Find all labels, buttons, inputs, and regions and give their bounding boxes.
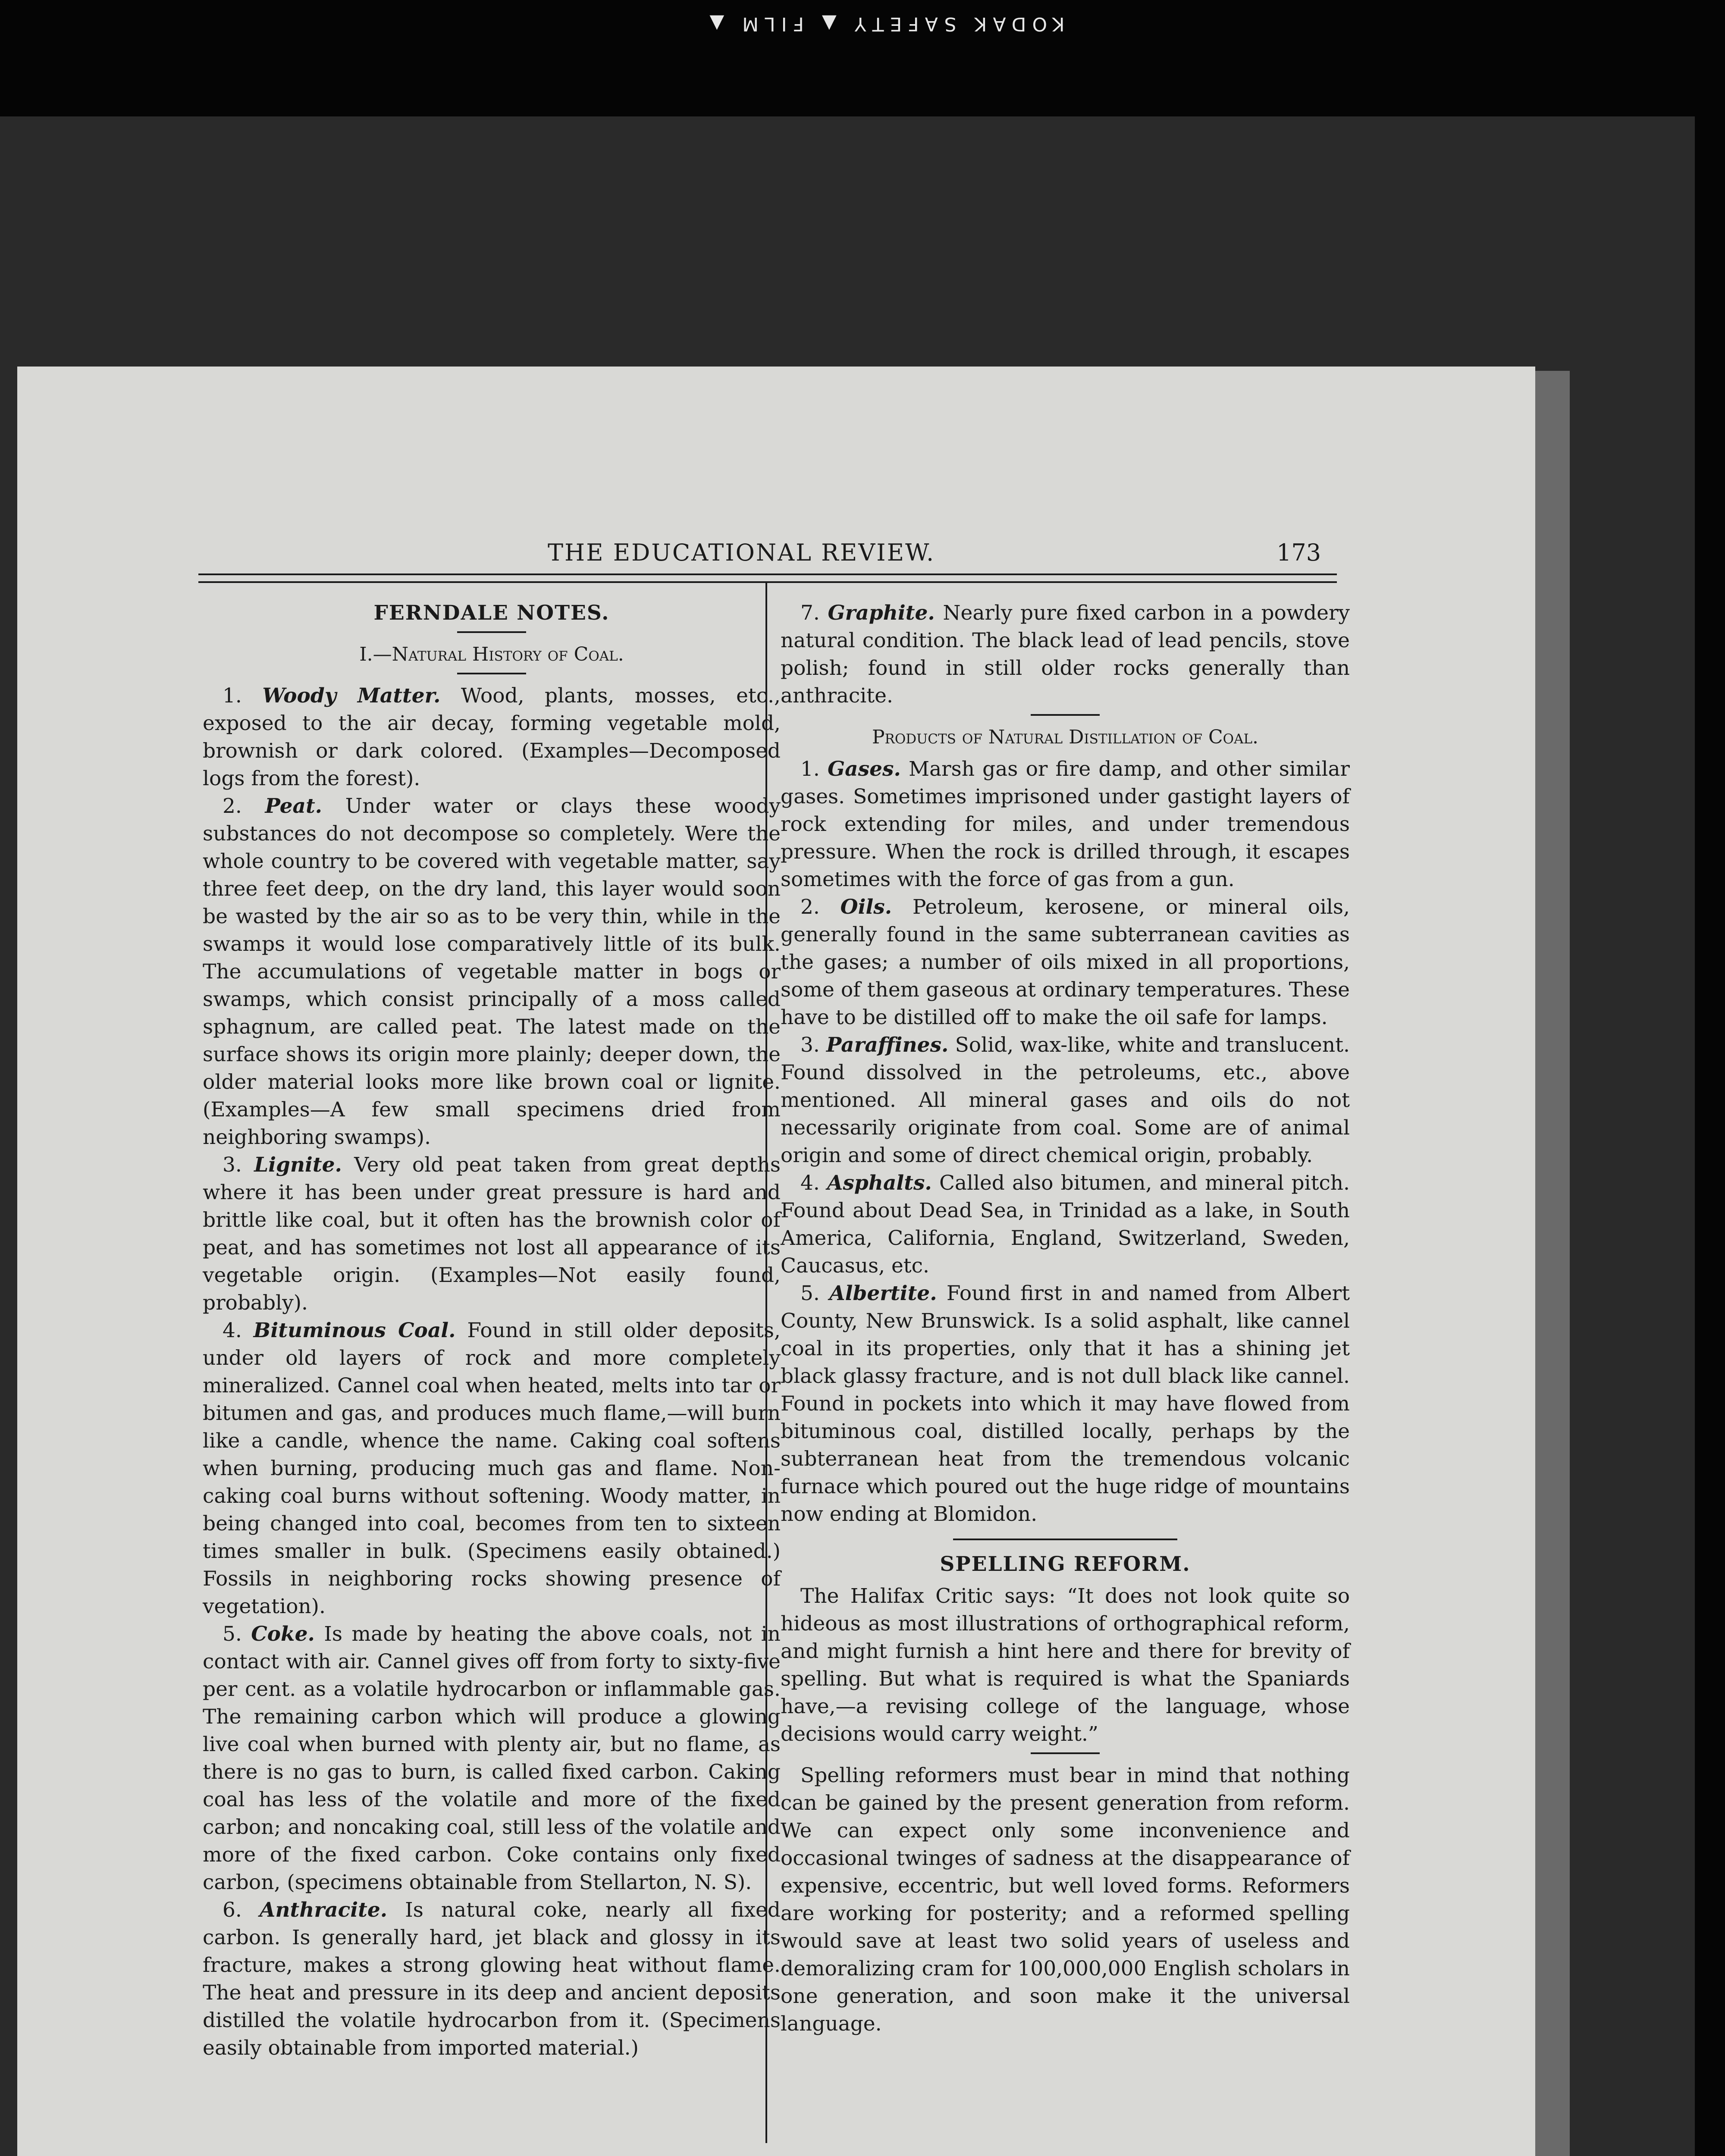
item-number: 6. [223, 1898, 242, 1922]
item-term: Anthracite. [259, 1898, 388, 1922]
list-item [781, 1280, 1350, 1528]
page-header-title: THE EDUCATIONAL REVIEW. [548, 539, 935, 566]
item-number: 4. [223, 1319, 242, 1342]
right-column [781, 599, 1350, 2038]
item-number: 2. [223, 794, 242, 818]
film-edge-marking: KODAK SAFETY ▲ FILM ▲ [703, 13, 1065, 35]
list-item [203, 1896, 781, 2062]
item-text: Petroleum, kerosene, or mineral oils, generally found in the same subterranean cavities as the gases; a number of oils mixed in all proportions, some of them gaseous at ordinary temperatures. These have to be distilled off to make the oil safe for lamps. [781, 895, 1350, 1029]
item-term: Albertite. [829, 1282, 937, 1305]
item-number: 1. [223, 684, 242, 708]
item-term: Bituminous Coal. [253, 1319, 456, 1342]
item-term: Graphite. [828, 601, 935, 625]
list-item [203, 1317, 781, 1620]
list-item [781, 755, 1350, 893]
spelling-heading: SPELLING REFORM. [940, 1552, 1191, 1576]
item-text: Is natural coke, nearly all fixed carbon. Is generally hard, jet black and glossy in its fracture, makes a strong glowing heat without flame. The heat and pressure in its deep and ancient deposits distilled the volatile hydrocarbon from it. (Specimens easily obtainable from imported material.) [203, 1898, 781, 2060]
item-term: Asphalts. [827, 1171, 932, 1195]
list-item [203, 1151, 781, 1317]
item-text: Very old peat taken from great depths where it has been under great pressure is hard and brittle like coal, but it often has the brownish color of peat, and has sometimes not lost all appearance of its vegetable origin. (Examples—Not easily found, probably). [203, 1153, 781, 1315]
item-term: Gases. [828, 757, 901, 781]
spelling-paragraph: The Halifax Critic says: “It does not look quite so hideous as most illustrations of orthographical reform, and might furnish a hint here and there for brevity of spelling. But what is required is what the Spaniards have,—a revising college of the language, whose decisions would carry weight.” [781, 1584, 1350, 1746]
item-text: Marsh gas or fire damp, and other similar gases. Sometimes imprisoned under gastight layers of rock extending for miles, and under tremendous pressure. When the rock is drilled through, it escapes sometimes with the force of gas from a gun. [781, 757, 1350, 891]
item-term: Oils. [840, 895, 892, 919]
item-term: Paraffines. [826, 1033, 949, 1057]
section-rule [1031, 714, 1100, 716]
item-text: Called also bitumen, and mineral pitch. Found about Dead Sea, in Trinidad as a lake, in South America, California, England, Switzerland, Sweden, Caucasus, etc. [781, 1171, 1350, 1278]
document-page [17, 367, 1535, 2156]
item-text: Found first in and named from Albert County, New Brunswick. Is a solid asphalt, like cannel coal in its properties, only that it has a shining jet black glassy fracture, and is not dull black like cannel. Found in pockets into which it may have flowed from bituminous coal, distilled locally, perhaps by the subterranean heat from the tremendous volcanic furnace which poured out the huge ridge of mountains now ending at Blomidon. [781, 1282, 1350, 1526]
heading-rule [457, 631, 526, 633]
item-text: Found in still older deposits, under old layers of rock and more completely mineralized. Cannel coal when heated, melts into tar or bitumen and gas, and produces much flame,—will burn like a candle, whence the name. Caking coal softens when burning, producing much gas and flame. Non-caking coal burns without softening. Woody matter, in being changed into coal, becomes from ten to sixteen times smaller in bulk. (Specimens easily obtained.) Fossils in neighboring rocks showing presence of vegetation). [203, 1319, 781, 1618]
section-rule [953, 1539, 1177, 1540]
item-term: Woody Matter. [262, 684, 441, 708]
item-number: 4. [800, 1171, 820, 1195]
item-text: Is made by heating the above coals, not in contact with air. Cannel gives off from forty to sixty-five per cent. as a volatile hydrocarbon or inflammable gas. The remaining carbon which will produce a glowing live coal when burned with plenty air, but no flame, as there is no gas to burn, is called fixed carbon. Caking coal has less of the volatile and more of the fixed carbon; and noncaking coal, still less of the volatile and more of the fixed carbon. Coke contains only fixed carbon, (specimens obtainable from Stellarton, N. S). [203, 1622, 781, 1894]
item-number: 3. [223, 1153, 242, 1177]
item-number: 2. [800, 895, 820, 919]
list-item [781, 599, 1350, 710]
list-item [781, 1031, 1350, 1169]
item-text: Wood, plants, mosses, etc., exposed to the air decay, forming vegetable mold, brownish or dark colored. (Examples—Decomposed logs from the forest). [203, 684, 781, 790]
item-text: Nearly pure fixed carbon in a powdery natural condition. The black lead of lead pencils, stove polish; found in still older rocks generally than anthracite. [781, 601, 1350, 708]
left-column [203, 599, 781, 2062]
subheading-rule [457, 673, 526, 674]
item-number: 7. [800, 601, 820, 625]
section-subheading: Products of Natural Distillation of Coal. [872, 726, 1259, 748]
item-term: Coke. [251, 1622, 315, 1646]
paragraph-rule [1031, 1752, 1100, 1754]
header-rule [198, 573, 1337, 583]
list-item [781, 893, 1350, 1031]
list-item [203, 1620, 781, 1896]
page-number: 173 [1276, 539, 1321, 566]
list-item [781, 1169, 1350, 1280]
item-text: Under water or clays these woody substances do not decompose so completely. Were the whole country to be covered with vegetable matter, say three feet deep, on the dry land, this layer would soon be wasted by the air so as to be very thin, while in the swamps it would lose comparatively little of its bulk. The accumulations of vegetable matter in bogs or swamps, which consist principally of a moss called sphagnum, are called peat. The latest made on the surface shows its origin more plainly; deeper down, the older material looks more like brown coal or lignite. (Examples—A few small specimens dried from neighboring swamps). [203, 794, 781, 1149]
item-number: 3. [800, 1033, 820, 1057]
item-number: 5. [223, 1622, 242, 1646]
list-item [203, 682, 781, 793]
section-heading: FERNDALE NOTES. [373, 601, 610, 625]
item-text: Solid, wax-like, white and translucent. Found dissolved in the petroleums, etc., above mentioned. All mineral gases and oils do not necessarily originate from coal. Some are of animal origin and some of direct chemical origin, probably. [781, 1033, 1350, 1167]
item-number: 5. [800, 1282, 820, 1305]
section-subheading: I.—Natural History of Coal. [359, 643, 624, 665]
item-number: 1. [800, 757, 820, 781]
page-edge-shadow [1535, 371, 1570, 2156]
list-item [203, 793, 781, 1151]
item-term: Peat. [265, 794, 323, 818]
item-term: Lignite. [254, 1153, 342, 1177]
spelling-paragraph: Spelling reformers must bear in mind that nothing can be gained by the present generation from reform. We can expect only some inconvenience and occasional twinges of sadness at the disappearance of expensive, eccentric, but well loved forms. Reformers are working for posterity; and a reformed spelling would save at least two solid years of useless and demoralizing cram for 100,000,000 English scholars in one generation, and soon make it the universal language. [781, 1764, 1350, 2036]
